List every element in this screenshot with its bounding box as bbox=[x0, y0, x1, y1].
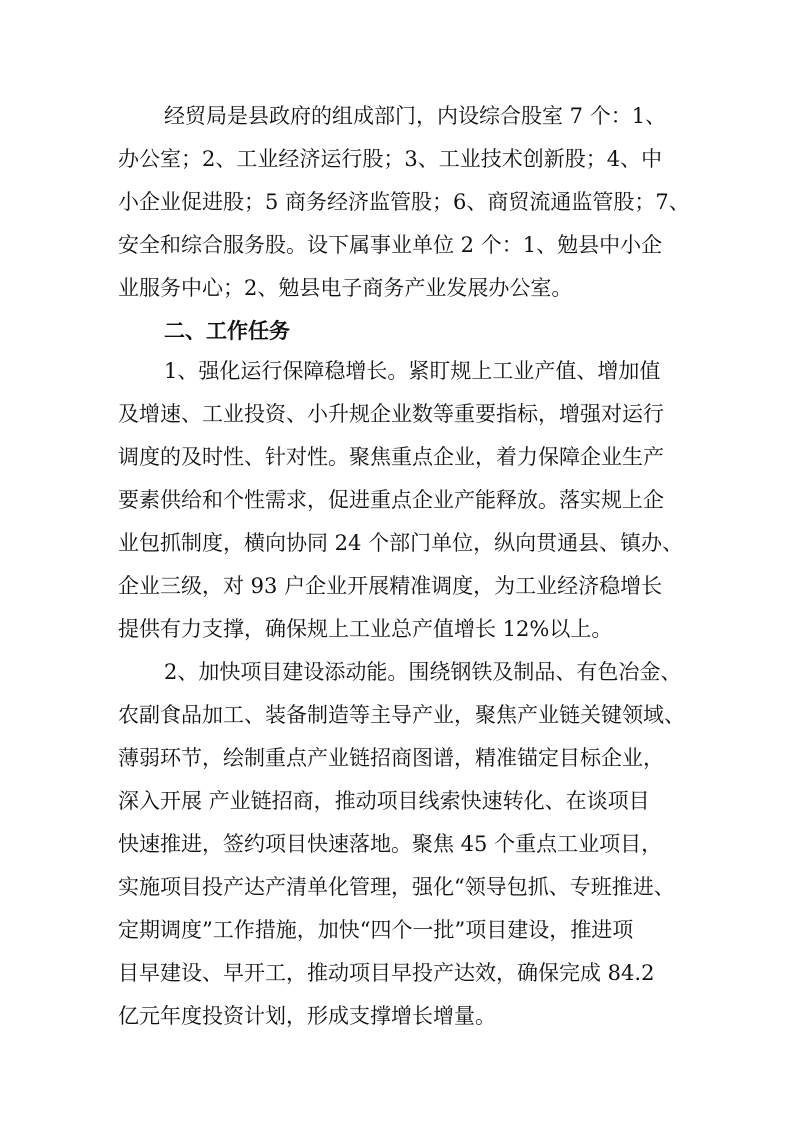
text: 薄弱环节，绘制重点产业链招商图谱，精准锚定目标企业， bbox=[118, 746, 664, 770]
paragraph-2-line-6 bbox=[0, 566, 793, 606]
text: 目早建设、早开工，推动项目早投产达效，确保完成 84.2 bbox=[118, 961, 655, 985]
text: 企业三级，对 93 户企业开展精准调度，为工业经济稳增长 bbox=[118, 574, 663, 598]
text: 快速推进，签约项目快速落地。聚焦 45 个重点工业项目， bbox=[118, 832, 663, 856]
text: 1、强化运行保障稳增长。紧盯规上工业产值、增加值 bbox=[164, 359, 661, 383]
paragraph-3-line-4 bbox=[0, 781, 793, 821]
paragraph-3-line-3 bbox=[0, 738, 793, 778]
text: 安全和综合服务股。设下属事业单位 2 个：1、勉县中小企 bbox=[118, 233, 663, 257]
text: 提供有力支撑，确保规上工业总产值增长 12%以上。 bbox=[118, 617, 613, 641]
text: 业服务中心；2、勉县电子商务产业发展办公室。 bbox=[118, 276, 573, 300]
paragraph-1-line-4 bbox=[0, 225, 793, 265]
paragraph-3-line-7 bbox=[0, 910, 793, 950]
paragraph-3-line-1 bbox=[0, 652, 793, 692]
paragraph-3-line-5 bbox=[0, 824, 793, 864]
section-heading bbox=[0, 311, 793, 351]
text: 实施项目投产达产清单化管理，强化“领导包抓、专班推进、 bbox=[118, 875, 675, 899]
section-heading-text: 二、工作任务 bbox=[164, 319, 290, 343]
text: 要素供给和个性需求，促进重点企业产能释放。落实规上企 bbox=[118, 488, 664, 512]
text: 调度的及时性、针对性。聚焦重点企业，着力保障企业生产 bbox=[118, 445, 664, 469]
paragraph-3-line-9 bbox=[0, 996, 793, 1036]
paragraph-2-line-7 bbox=[0, 609, 793, 649]
paragraph-3-line-8 bbox=[0, 953, 793, 993]
text: 办公室；2、工业经济运行股；3、工业技术创新股；4、中 bbox=[118, 147, 663, 171]
paragraph-2-line-3 bbox=[0, 437, 793, 477]
paragraph-3-line-6 bbox=[0, 867, 793, 907]
paragraph-1-line-2 bbox=[0, 139, 793, 179]
text: 亿元年度投资计划，形成支撑增长增量。 bbox=[118, 1004, 496, 1028]
paragraph-1-line-3 bbox=[0, 182, 793, 222]
paragraph-3-line-2 bbox=[0, 695, 793, 735]
text: 小企业促进股；5 商务经济监管股；6、商贸流通监管股；7、 bbox=[118, 190, 690, 214]
text: 业包抓制度，横向协同 24 个部门单位，纵向贯通县、镇办、 bbox=[118, 531, 684, 555]
paragraph-2-line-5 bbox=[0, 523, 793, 563]
paragraph-2-line-2 bbox=[0, 394, 793, 434]
text: 及增速、工业投资、小升规企业数等重要指标，增强对运行 bbox=[118, 402, 664, 426]
paragraph-1-line-1 bbox=[0, 96, 793, 136]
paragraph-2-line-4 bbox=[0, 480, 793, 520]
text: 2、加快项目建设添动能。围绕钢铁及制品、有色冶金、 bbox=[164, 660, 682, 684]
paragraph-1-line-5 bbox=[0, 268, 793, 308]
text: 农副食品加工、装备制造等主导产业，聚焦产业链关键领域、 bbox=[118, 703, 685, 727]
text: 定期调度”工作措施，加快“四个一批”项目建设，推进项 bbox=[118, 918, 634, 942]
paragraph-2-line-1 bbox=[0, 351, 793, 391]
text: 经贸局是县政府的组成部门，内设综合股室 7 个：1、 bbox=[164, 104, 667, 128]
text: 深入开展 产业链招商，推动项目线索快速转化、在谈项目 bbox=[118, 789, 650, 813]
